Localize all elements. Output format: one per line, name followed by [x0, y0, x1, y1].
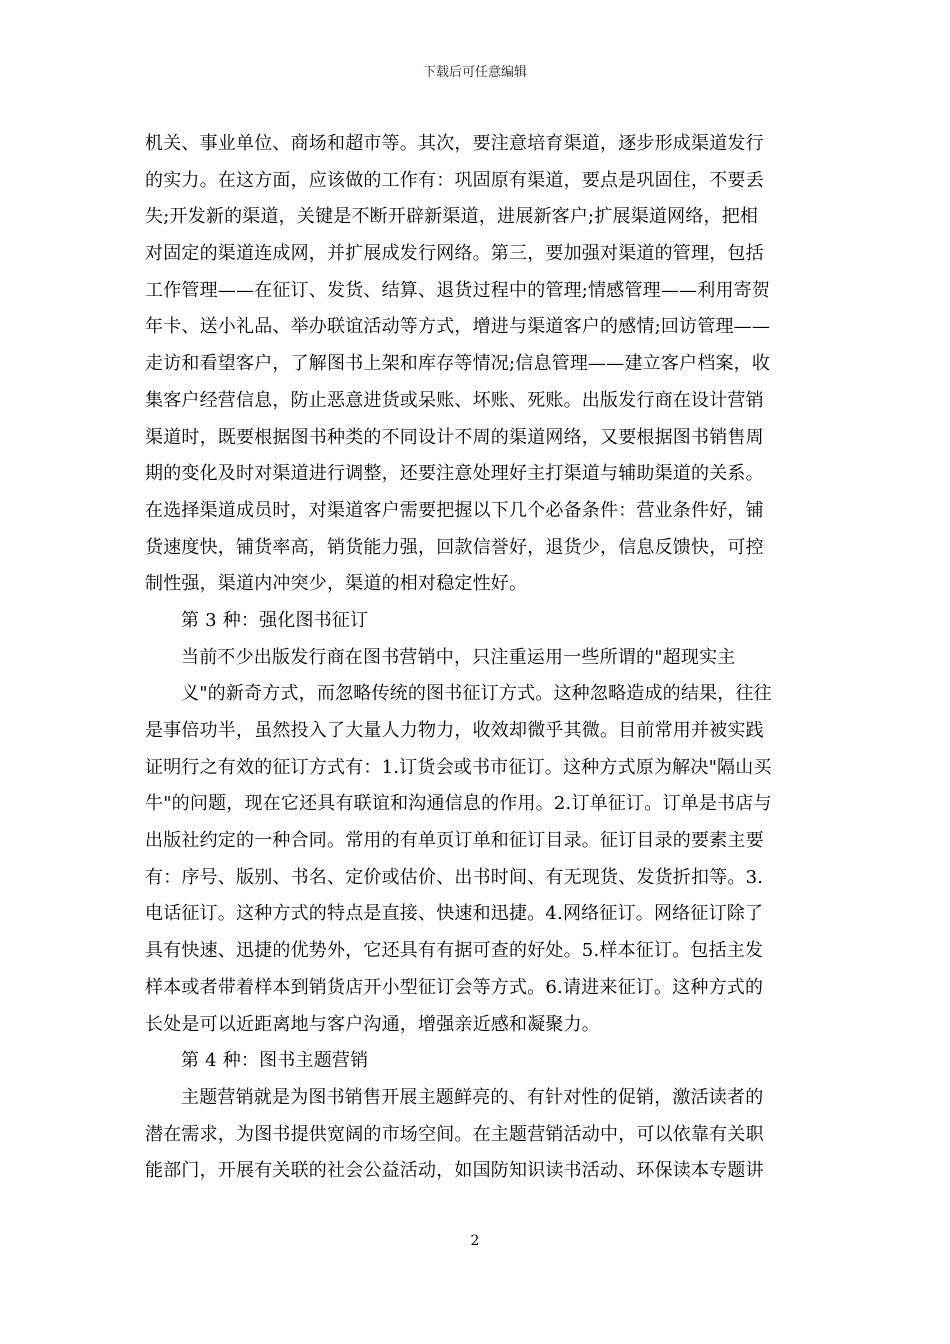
text-line: 集客户经营信息，防止恶意进货或呆账、坏账、死账。出版发行商在设计营销 — [145, 389, 764, 411]
text-line: 制性强，渠道内冲突少，渠道的相对稳定性好。 — [145, 573, 528, 595]
text-line: 货速度快，铺货率高，销货能力强，回款信誉好，退货少，信息反馈快，可控 — [145, 536, 764, 558]
text-line: 牛"的问题，现在它还具有联谊和沟通信息的作用。2.订单征订。订单是书店与 — [145, 793, 772, 815]
text-line: 出版社约定的一种合同。常用的有单页订单和征订目录。征订目录的要素主要 — [145, 830, 764, 852]
text-line: 样本或者带着样本到销货店开小型征订会等方式。6.请进来征订。这种方式的 — [145, 976, 764, 998]
text-line: 在选择渠道成员时，对渠道客户需要把握以下几个必备条件：营业条件好，铺 — [145, 499, 764, 521]
text-line: 潜在需求，为图书提供宽阔的市场空间。在主题营销活动中，可以依靠有关职 — [145, 1123, 764, 1145]
text-line: 机关、事业单位、商场和超市等。其次，要注意培育渠道，逐步形成渠道发行 — [145, 133, 764, 154]
text-line: 第 4 种：图书主题营销 — [181, 1050, 369, 1072]
text-line: 证明行之有效的征订方式有：1.订货会或书市征订。这种方式原为解决"隔山买 — [145, 756, 772, 778]
text-line: 渠道时，既要根据图书种类的不同设计不周的渠道网络，又要根据图书销售周 — [145, 426, 764, 448]
text-line: 期的变化及时对渠道进行调整，还要注意处理好主打渠道与辅助渠道的关系。 — [145, 463, 764, 485]
text-line: 电话征订。这种方式的特点是直接、快速和迅捷。4.网络征订。网络征订除了 — [145, 903, 764, 925]
text-line: 长处是可以近距离地与客户沟通，增强亲近感和凝聚力。 — [145, 1013, 600, 1035]
text-line: 是事倍功半，虽然投入了大量人力物力，收效却微乎其微。目前常用并被实践 — [145, 720, 764, 741]
text-line: 主题营销就是为图书销售开展主题鲜亮的、有针对性的促销，激活读者的 — [181, 1086, 764, 1108]
text-line: 的实力。在这方面，应该做的工作有：巩固原有渠道，要点是巩固住，不要丢 — [145, 169, 764, 191]
text-line: 当前不少出版发行商在图书营销中，只注重运用一些所谓的"超现实主 — [181, 646, 736, 668]
text-line: 能部门，开展有关联的社会公益活动，如国防知识读书活动、环保读本专题讲 — [145, 1160, 764, 1182]
text-line: 有：序号、版别、书名、定价或估价、出书时间、有无现货、发货折扣等。3. — [145, 866, 764, 888]
text-line: 走访和看望客户，了解图书上架和库存等情况;信息管理——建立客户档案，收 — [145, 353, 771, 375]
text-line: 具有快速、迅捷的优势外，它还具有有据可查的好处。5.样本征订。包括主发 — [145, 940, 764, 962]
text-line: 对固定的渠道连成网，并扩展成发行网络。第三，要加强对渠道的管理，包括 — [145, 243, 764, 265]
text-line: 年卡、送小礼品、举办联谊活动等方式，增进与渠道客户的感情;回访管理—— — [145, 316, 771, 338]
text-line: 义"的新奇方式，而忽略传统的图书征订方式。这种忽略造成的结果，往往 — [181, 683, 772, 705]
page-content — [145, 126, 805, 1190]
text-line: 工作管理——在征订、发货、结算、退货过程中的管理;情感管理——利用寄贺 — [145, 279, 771, 301]
page-header: 下载后可任意编辑 — [422, 65, 527, 80]
text-line: 第 3 种：强化图书征订 — [181, 609, 369, 631]
page-number: 2 — [470, 1233, 480, 1249]
text-line: 失;开发新的渠道，关键是不断开辟新渠道，进展新客户;扩展渠道网络，把相 — [145, 206, 759, 228]
